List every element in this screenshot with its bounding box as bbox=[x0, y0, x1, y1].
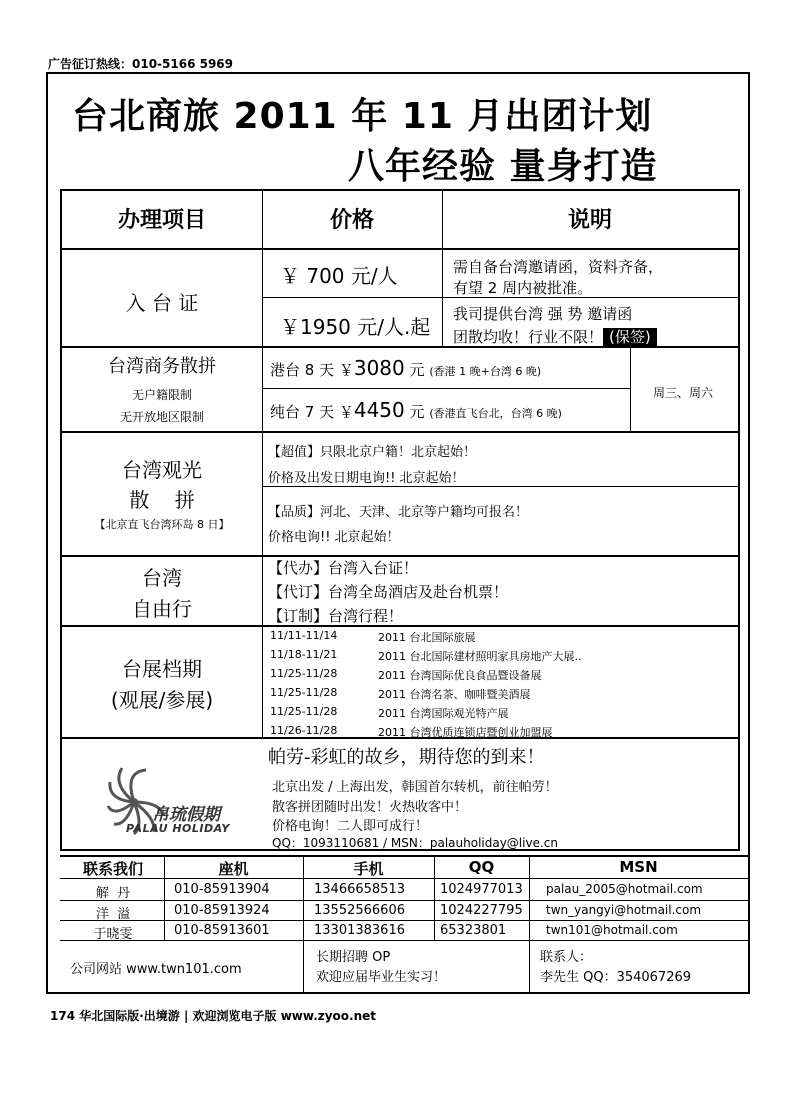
entry-permit-desc-1a: 需自备台湾邀请函，资料齐备， bbox=[453, 258, 664, 276]
contact-qq: 1024227795 bbox=[440, 903, 523, 918]
event-name: 2011 台湾国际优良食品暨设备展 bbox=[378, 669, 542, 682]
event-date: 11/18-11/21 bbox=[270, 648, 338, 661]
page-footer: 174 华北国际版·出境游 | 欢迎浏览电子版 www.zyoo.net bbox=[50, 1009, 377, 1023]
contact-mobile: 13466658513 bbox=[314, 882, 405, 897]
business-option-2 bbox=[270, 398, 562, 422]
contact-msn: palau_2005@hotmail.com bbox=[546, 882, 703, 896]
entry-permit-price-2: ￥1950 元/人.起 bbox=[280, 315, 431, 339]
sightseeing-a2: 价格及出发日期电询!! 北京起始！ bbox=[268, 471, 465, 486]
contact-header-mobile: 手机 bbox=[353, 860, 384, 878]
contact-msn: twn_yangyi@hotmail.com bbox=[546, 903, 702, 917]
event-date: 11/25-11/28 bbox=[270, 686, 338, 699]
palau-line-1: 北京出发 / 上海出发，韩国首尔转机，前往帕劳！ bbox=[272, 780, 558, 795]
business-option-2-note: (香港直飞台北，台湾 6 晚) bbox=[429, 407, 562, 420]
title-line-1: 台北商旅 2011 年 11 月出团计划 bbox=[72, 96, 653, 137]
contact-person-label: 联系人： bbox=[540, 950, 593, 965]
contact-header-msn: MSN bbox=[619, 858, 658, 876]
contact-person: 李先生 QQ：354067269 bbox=[540, 970, 692, 985]
event-name: 2011 台湾国际观光特产展 bbox=[378, 707, 509, 720]
free-travel-name-2: 自由行 bbox=[132, 597, 192, 621]
business-option-2-label: 纯台 7 天 ￥ bbox=[270, 403, 354, 421]
business-option-1-price: 3080 bbox=[353, 356, 405, 380]
event-date: 11/25-11/28 bbox=[270, 705, 338, 718]
event-name: 2011 台北国际建材照明家具房地产大展.. bbox=[378, 650, 582, 663]
palau-line-2: 散客拼团随时出发！火热收客中！ bbox=[272, 800, 468, 815]
sightseeing-sub: 【北京直飞台湾环岛 8 日】 bbox=[94, 518, 230, 531]
business-option-1-note: (香港 1 晚+台湾 6 晚) bbox=[429, 365, 542, 378]
contact-name: 洋 溢 bbox=[95, 907, 131, 922]
contact-name: 解 丹 bbox=[95, 886, 131, 901]
col-divider bbox=[262, 191, 263, 737]
contact-mobile: 13552566606 bbox=[314, 903, 405, 918]
contact-name: 于晓雯 bbox=[93, 927, 133, 942]
palau-line-3: 价格电询！二人即可成行！ bbox=[272, 819, 429, 834]
entry-permit-desc-1b: 有望 2 周内被批准。 bbox=[453, 279, 593, 297]
exhibitions-name-2: (观展/参展) bbox=[110, 688, 214, 712]
contact-header-qq: QQ bbox=[468, 858, 495, 876]
free-travel-l3: 【订制】台湾行程！ bbox=[268, 607, 404, 625]
free-travel-name-1: 台湾 bbox=[142, 566, 182, 590]
business-option-2-unit: 元 bbox=[409, 403, 425, 421]
contact-landline: 010-85913601 bbox=[174, 923, 270, 938]
recruit-line-2: 欢迎应届毕业生实习！ bbox=[316, 970, 447, 985]
header-item: 办理项目 bbox=[117, 208, 206, 233]
palau-logo-cn: 帛琉假期 bbox=[152, 805, 220, 825]
entry-permit-price-1: ￥ 700 元/人 bbox=[280, 264, 398, 288]
palau-holiday-logo bbox=[104, 762, 234, 840]
entry-permit-name: 入 台 证 bbox=[125, 291, 199, 315]
contact-header-us: 联系我们 bbox=[82, 860, 143, 878]
guarantee-tag: (保签) bbox=[603, 328, 657, 346]
entry-permit-desc-2a: 我司提供台湾 强 势 邀请函 bbox=[453, 305, 633, 323]
contact-landline: 010-85913924 bbox=[174, 903, 270, 918]
entry-permit-desc-2b bbox=[453, 326, 657, 347]
row-divider bbox=[62, 248, 738, 250]
business-sub-2: 无开放地区限制 bbox=[119, 410, 204, 424]
event-date: 11/26-11/28 bbox=[270, 724, 338, 737]
palau-headline: 帕劳-彩虹的故乡，期待您的到来！ bbox=[268, 747, 545, 768]
sightseeing-name-2: 散 拼 bbox=[129, 488, 195, 512]
contact-landline: 010-85913904 bbox=[174, 882, 270, 897]
row-divider bbox=[62, 431, 738, 433]
contact-mobile: 13301383616 bbox=[314, 923, 405, 938]
sub-divider bbox=[262, 486, 738, 487]
sightseeing-name-1: 台湾观光 bbox=[122, 458, 202, 482]
header-desc: 说明 bbox=[567, 208, 612, 233]
contact-qq: 65323801 bbox=[440, 923, 507, 938]
sightseeing-b2: 价格电询!! 北京起始！ bbox=[268, 530, 400, 545]
sightseeing-b1: 【品质】河北、天津、北京等户籍均可报名！ bbox=[268, 505, 529, 520]
business-name: 台湾商务散拼 bbox=[108, 356, 216, 377]
business-option-1-label: 港台 8 天 ￥ bbox=[270, 361, 354, 379]
event-name: 2011 台北国际旅展 bbox=[378, 631, 476, 644]
recruit-line-1: 长期招聘 OP bbox=[316, 950, 391, 965]
palau-logo-en: PALAU HOLIDAY bbox=[126, 822, 230, 835]
contact-msn: twn101@hotmail.com bbox=[546, 923, 678, 937]
business-option-2-price: 4450 bbox=[353, 398, 405, 422]
title-line-2: 八年经验 量身打造 bbox=[348, 146, 658, 187]
contact-header-landline: 座机 bbox=[218, 860, 249, 878]
business-sub-1: 无户籍限制 bbox=[131, 388, 192, 402]
entry-permit-desc-2b-text: 团散均收！行业不限！ bbox=[453, 328, 604, 346]
sightseeing-a1: 【超值】只限北京户籍！北京起始！ bbox=[268, 445, 477, 460]
ad-hotline: 广告征订热线：010-5166 5969 bbox=[48, 57, 234, 71]
free-travel-l2: 【代订】台湾全岛酒店及赴台机票！ bbox=[268, 583, 509, 601]
contact-qq: 1024977013 bbox=[440, 882, 523, 897]
event-date: 11/11-11/14 bbox=[270, 629, 338, 642]
palau-line-4: QQ：1093110681 / MSN：palauholiday@live.cn bbox=[272, 836, 558, 850]
company-website: 公司网站 www.twn101.com bbox=[70, 962, 242, 977]
business-option-1 bbox=[270, 356, 541, 380]
event-name: 2011 台湾优质连锁店暨创业加盟展 bbox=[378, 726, 553, 739]
sub-divider bbox=[262, 388, 630, 389]
event-date: 11/25-11/28 bbox=[270, 667, 338, 680]
business-days: 周三、周六 bbox=[652, 386, 713, 400]
event-name: 2011 台湾名茶、咖啡暨美酒展 bbox=[378, 688, 531, 701]
business-option-1-unit: 元 bbox=[409, 361, 425, 379]
exhibitions-name-1: 台展档期 bbox=[122, 657, 202, 681]
header-price: 价格 bbox=[329, 208, 374, 233]
free-travel-l1: 【代办】台湾入台证！ bbox=[268, 559, 419, 577]
